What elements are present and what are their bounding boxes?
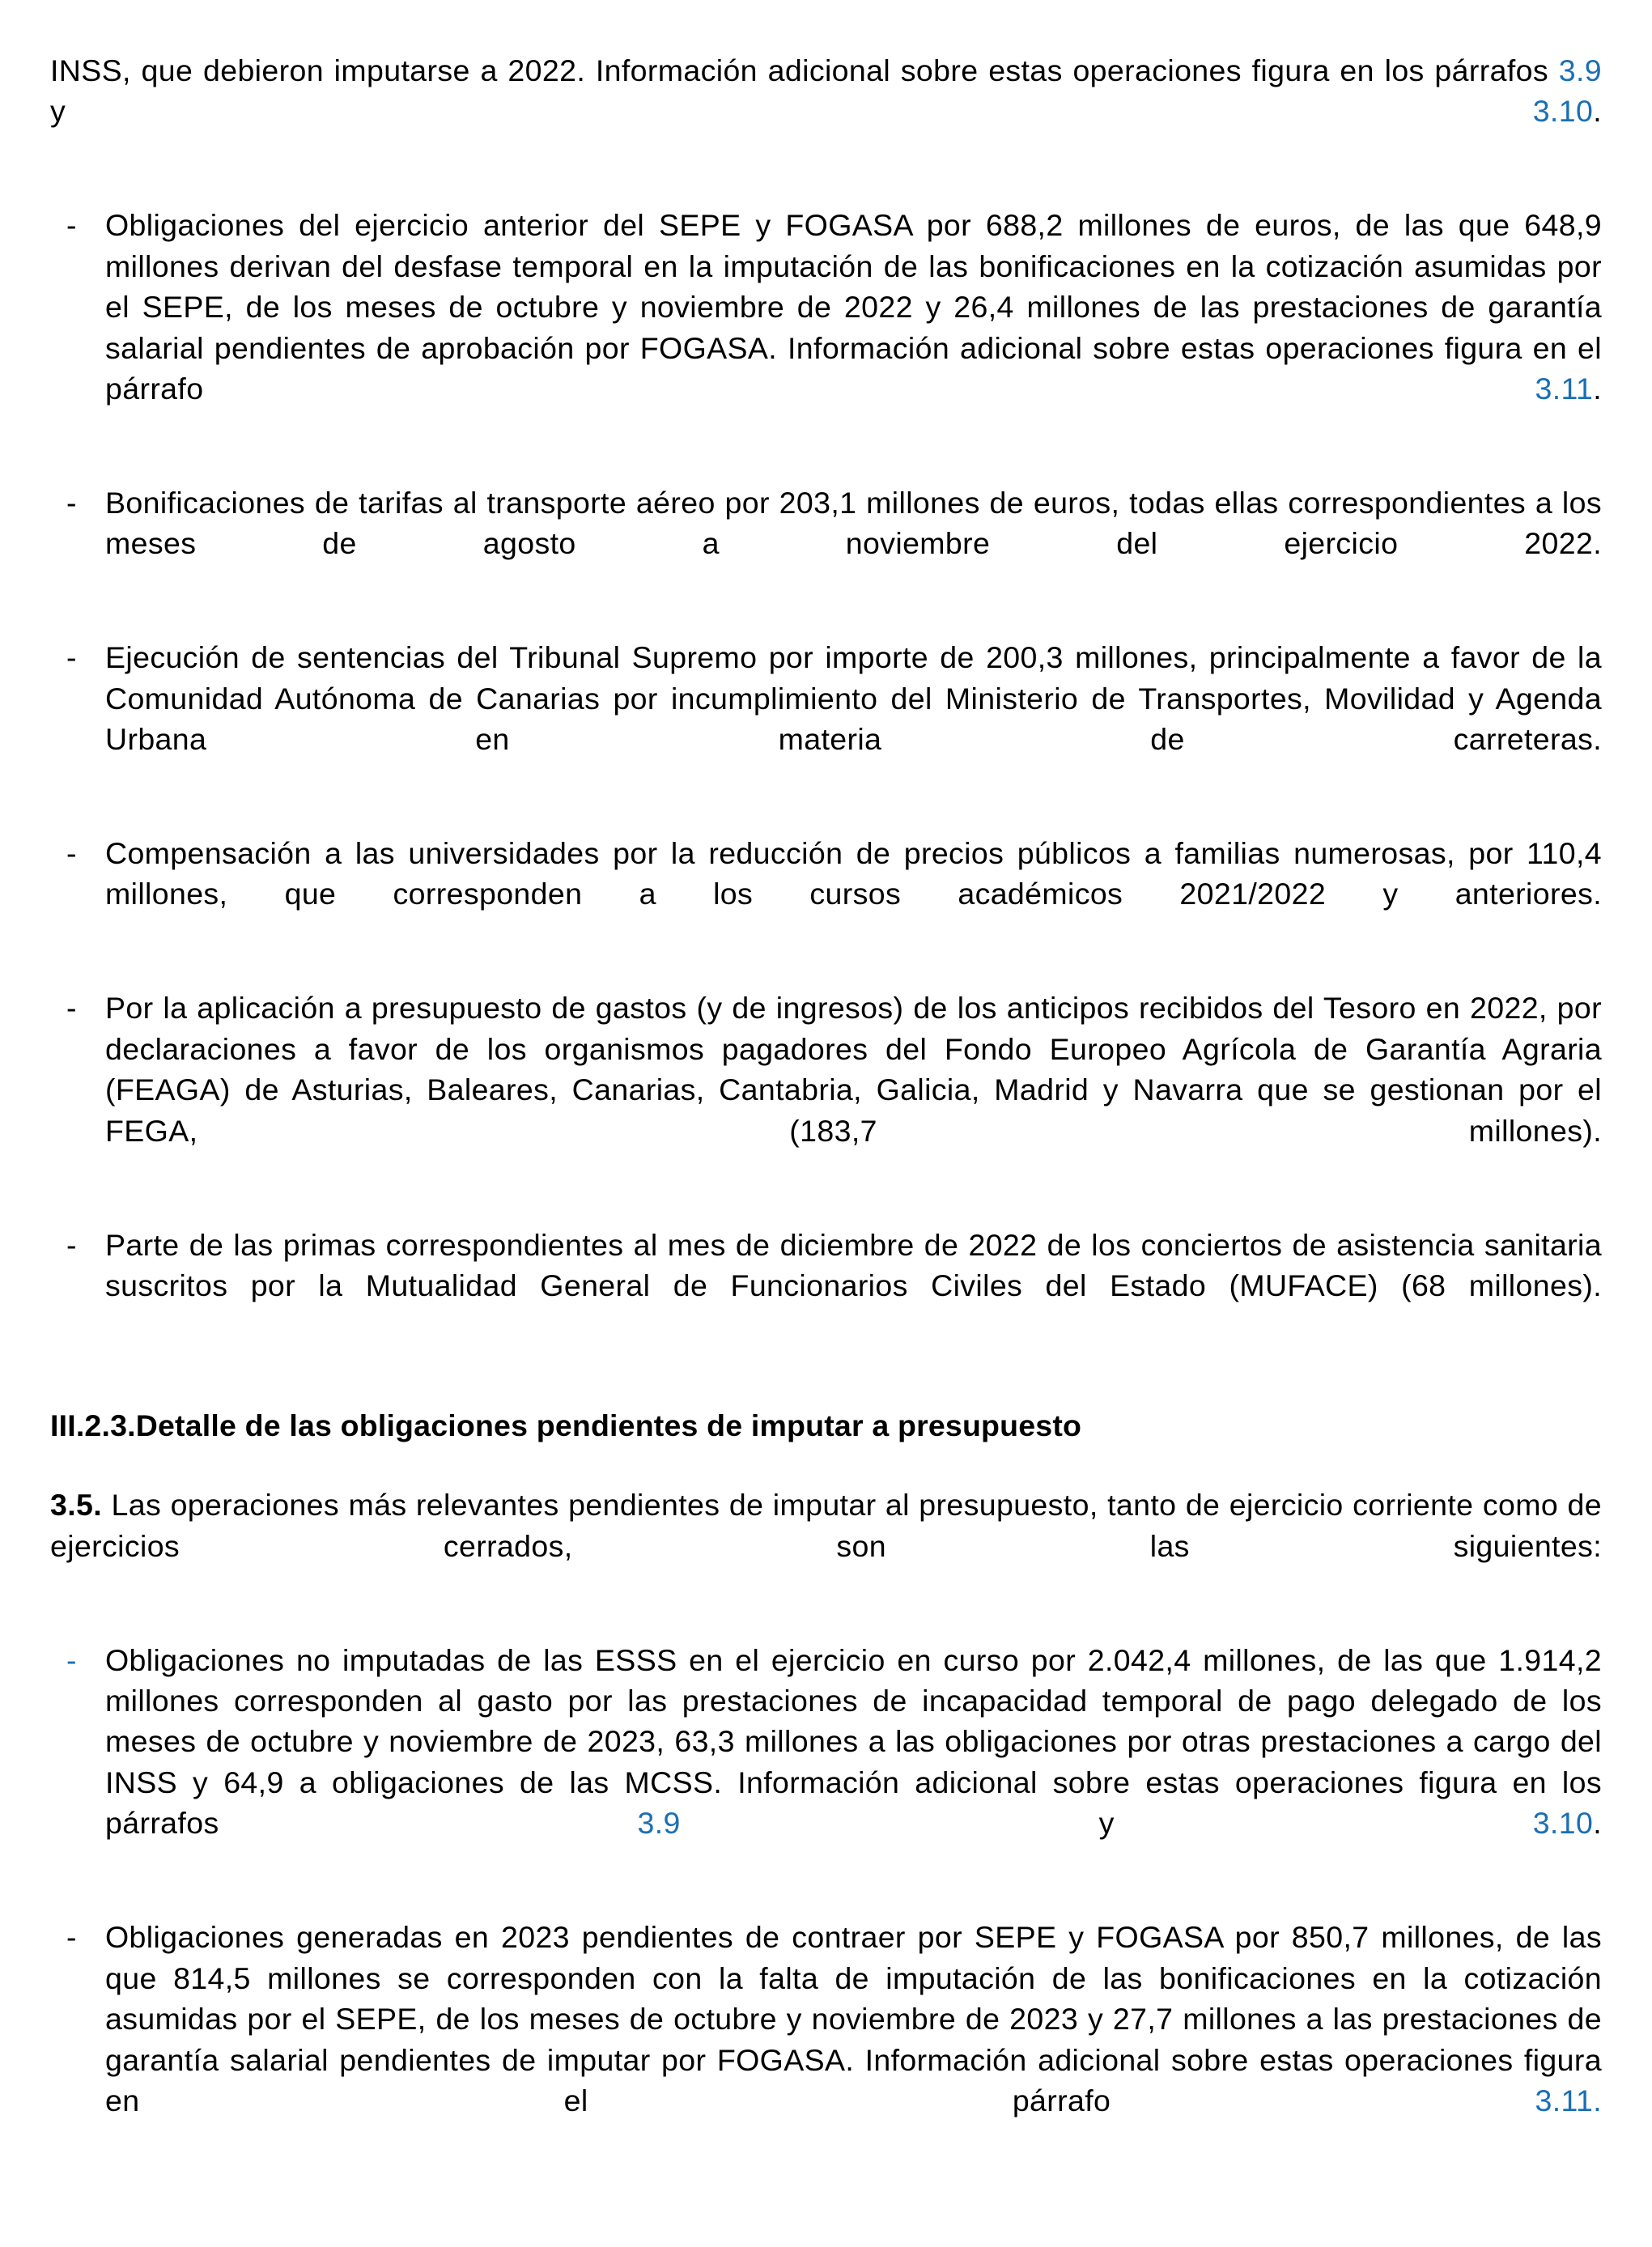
list-item-text: Por la aplicación a presupuesto de gastos (y de ingresos) de los anticipos recibidos del Tesoro en 2022, por declaraciones a favor de los organismos pagadores del Fondo Europeo Agrícola de Garantía Agraria (FEAGA) de Asturias, Baleares, Canarias, Cantabria, Galicia, Madrid y Navarra que se gestionan por el FEGA, (183,7 millones). [105,991,1602,1148]
list-item [50,833,1602,955]
list-item-text: Compensación a las universidades por la reducción de precios públicos a familias numerosas, por 110,4 millones, que corresponden a los cursos académicos 2021/2022 y anteriores. [105,836,1602,911]
bullet-marker: - [66,1227,77,1262]
spacer [50,801,1602,833]
list-item-body: Obligaciones no imputadas de las ESSS en el ejercicio en curso por 2.042,4 millones, de las que 1.914,2 millones corresponden al gasto por las prestaciones de incapacidad temporal de pago delegado de los meses de octubre y noviembre de 2023, 63,3 millones a las obligaciones por otras prestaciones a cargo del INSS y 64,9 a obligaciones de las MCSS. Información adicional sobre estas operaciones figura en los párrafos [105,1642,1602,1841]
section-heading: III.2.3.Detalle de las obligaciones pendientes de imputar a presupuesto [50,1408,1082,1442]
list-item-text [105,1640,1602,1885]
list-item-text [105,205,1602,450]
list-item [50,482,1602,605]
paragraph-text: Las operaciones más relevantes pendientes de imputar al presupuesto, tanto de ejercicio corriente como de ejercicios cerrados, son las siguientes: [50,1488,1602,1563]
list-item [50,1640,1602,1885]
paragraph-reference-link[interactable]: 3.9 [637,1806,681,1841]
spacer [50,172,1602,205]
paragraph-text-tail: . [1593,94,1602,129]
paragraph-reference-link[interactable]: 3.11 [1535,372,1594,406]
bullet-marker: - [66,1642,77,1677]
paragraph-reference-link[interactable]: 3.10 [1532,94,1594,129]
spacer [50,1347,1602,1405]
spacer [50,955,1602,988]
paragraph-conjunction: y [50,94,1533,129]
paragraph-reference-link[interactable]: 3.11. [1535,2083,1602,2117]
paragraph-reference-link[interactable]: 3.9 [1558,53,1602,87]
list-item-text: Bonificaciones de tarifas al transporte aéreo por 203,1 millones de euros, todas ellas correspondientes a los meses de agosto a noviembre del ejercicio 2022. [105,485,1602,561]
list-item [50,988,1602,1191]
spacer [50,1192,1602,1225]
spacer [50,1608,1602,1640]
paragraph-text: INSS, que debieron imputarse a 2022. Información adicional sobre estas operaciones figura en los párrafos [50,53,1559,87]
paragraph-number: 3.5. [50,1488,103,1523]
bullet-marker: - [66,640,77,675]
paragraph-reference-link[interactable]: 3.10 [1532,1806,1594,1841]
paragraph-3-5 [50,1485,1602,1607]
list-item-tail: . [1593,372,1602,406]
bullet-marker: - [66,991,77,1026]
list-item-conjunction: y [680,1806,1533,1841]
spacer [50,1446,1602,1485]
spacer [50,1884,1602,1917]
continuation-paragraph [50,50,1602,172]
list-item [50,205,1602,450]
bullet-marker: - [66,1920,77,1955]
list-item-body: Obligaciones del ejercicio anterior del SEPE y FOGASA por 688,2 millones de euros, de las que 648,9 millones derivan del desfase temporal en la imputación de las bonificaciones en la cotización asumidas por el SEPE, de los meses de octubre y noviembre de 2022 y 26,4 millones de las prestaciones de garantía salarial pendientes de aprobación por FOGASA. Información adicional sobre estas operaciones figura en el párrafo [105,208,1602,406]
bullet-marker: - [66,208,77,243]
list-item-text [105,1917,1602,2162]
list-item [50,637,1602,801]
list-item-body: Obligaciones generadas en 2023 pendientes de contraer por SEPE y FOGASA por 850,7 millones, de las que 814,5 millones se corresponden con la falta de imputación de las bonificaciones en la cotización asumidas por el SEPE, de los meses de octubre y noviembre de 2023 y 27,7 millones a las prestaciones de garantía salarial pendientes de imputar por FOGASA. Información adicional sobre estas operaciones figura en el párrafo [105,1920,1602,2117]
list-item [50,1225,1602,1347]
list-item-tail: . [1593,1806,1602,1841]
bullet-marker: - [66,485,77,520]
document-content [50,50,1602,2162]
list-item [50,1917,1602,2162]
spacer [50,450,1602,482]
spacer [50,605,1602,637]
bullet-marker: - [66,836,77,870]
list-item-text: Ejecución de sentencias del Tribunal Supremo por importe de 200,3 millones, principalmente a favor de la Comunidad Autónoma de Canarias por incumplimiento del Ministerio de Transportes, Movilidad y Agenda Urbana en materia de carreteras. [105,640,1602,757]
list-item-text: Parte de las primas correspondientes al mes de diciembre de 2022 de los conciertos de asistencia sanitaria suscritos por la Mutualidad General de Funcionarios Civiles del Estado (MUFACE) (68 millones). [105,1227,1602,1302]
